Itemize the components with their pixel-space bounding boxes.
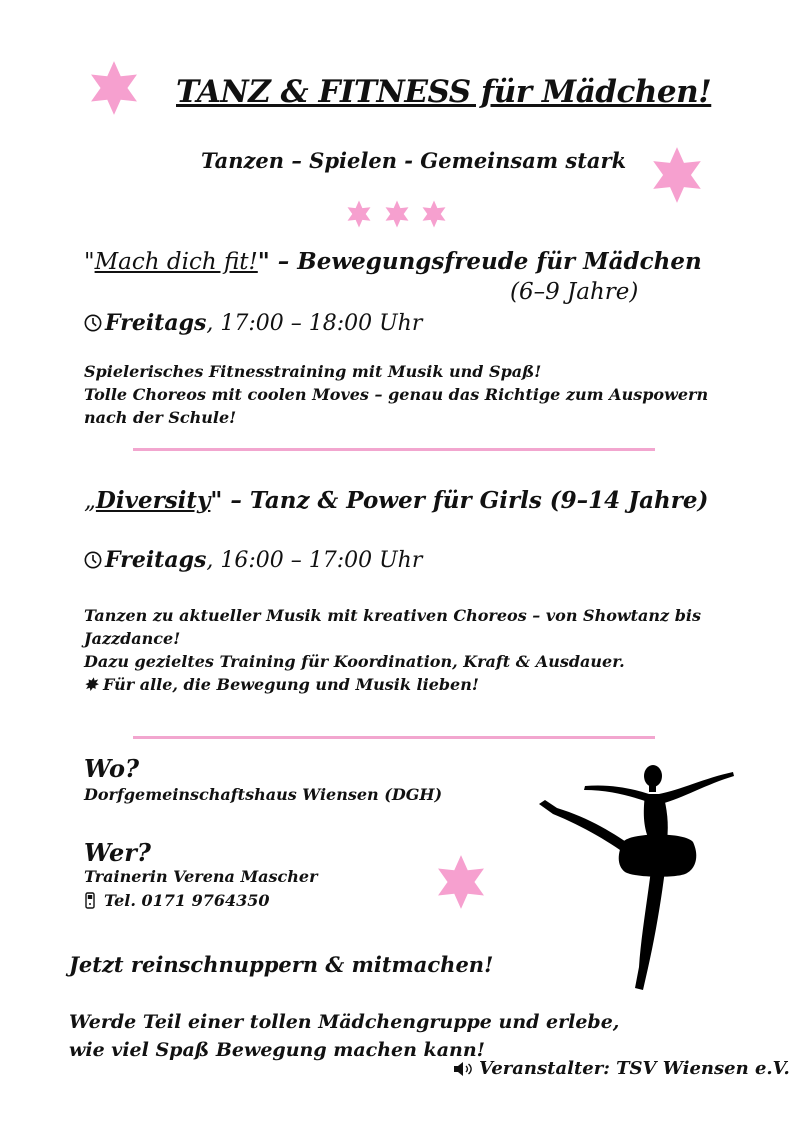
divider: [133, 736, 655, 739]
section1-hours: , 17:00 – 18:00 Uhr: [206, 310, 423, 336]
star-icon: [420, 200, 448, 228]
section2-heading-rest: " – Tanz & Power für Girls (9–14 Jahre): [210, 487, 709, 514]
section2-day: Freitags: [105, 547, 207, 573]
where-label: Wo?: [84, 754, 140, 783]
section2-name: Diversity: [95, 487, 211, 514]
star-icon: [648, 146, 706, 204]
call-to-action: Jetzt reinschnuppern & mitmachen!: [69, 952, 494, 977]
phone-icon: [84, 892, 96, 909]
trainer-name: Trainerin Verena Mascher: [84, 867, 318, 886]
closing-line: wie viel Spaß Bewegung machen kann!: [69, 1039, 485, 1061]
organizer-line: [453, 1058, 790, 1079]
section1-heading: [84, 248, 702, 275]
closing-line: Werde Teil einer tollen Mädchengruppe und erlebe,: [69, 1011, 620, 1033]
description-line: [84, 673, 724, 696]
section2-description: [84, 604, 724, 696]
section1-time: [84, 310, 422, 336]
description-text: Für alle, die Bewegung und Musik lieben!: [102, 675, 479, 694]
section1-day: Freitags: [105, 310, 207, 336]
divider: [133, 448, 655, 451]
star-icon: [383, 200, 411, 228]
closing-text: [69, 1008, 629, 1064]
section1-description: [84, 360, 724, 429]
ballerina-silhouette: [535, 762, 740, 992]
speaker-icon: [453, 1061, 473, 1077]
subtitle: Tanzen – Spielen - Gemeinsam stark: [201, 148, 627, 173]
description-line: Tolle Choreos mit coolen Moves – genau das Richtige zum Auspowern: [84, 385, 709, 404]
description-line: Spielerisches Fitnesstraining mit Musik und Spaß!: [84, 362, 542, 381]
phone-number: Tel. 0171 9764350: [104, 891, 270, 910]
where-value: Dorfgemeinschaftshaus Wiensen (DGH): [84, 785, 443, 804]
star-icon: [345, 200, 373, 228]
section2-hours: , 16:00 – 17:00 Uhr: [206, 547, 423, 573]
burst-icon: ✸: [84, 675, 98, 694]
quote-open: „: [84, 488, 96, 514]
clock-icon: [84, 314, 102, 332]
description-line: nach der Schule!: [84, 408, 237, 427]
star-icon: [86, 60, 142, 116]
who-label: Wer?: [84, 838, 151, 867]
phone-line: [84, 891, 270, 910]
clock-icon: [84, 551, 102, 569]
page-title: TANZ & FITNESS für Mädchen!: [176, 74, 712, 110]
section2-time: [84, 547, 422, 573]
description-line: Dazu gezieltes Training für Koordination, Kraft & Ausdauer.: [84, 652, 625, 671]
section1-age: (6–9 Jahre): [510, 279, 639, 305]
section1-name: Mach dich fit!: [94, 249, 258, 275]
description-line: Jazzdance!: [84, 629, 181, 648]
section1-heading-rest: " – Bewegungsfreude für Mädchen: [257, 248, 702, 275]
organizer-text: Veranstalter: TSV Wiensen e.V.: [479, 1058, 790, 1079]
quote-open: ": [84, 249, 95, 275]
description-line: Tanzen zu aktueller Musik mit kreativen Choreos – von Showtanz bis: [84, 606, 701, 625]
section2-heading: [84, 487, 708, 514]
star-icon: [433, 854, 489, 910]
